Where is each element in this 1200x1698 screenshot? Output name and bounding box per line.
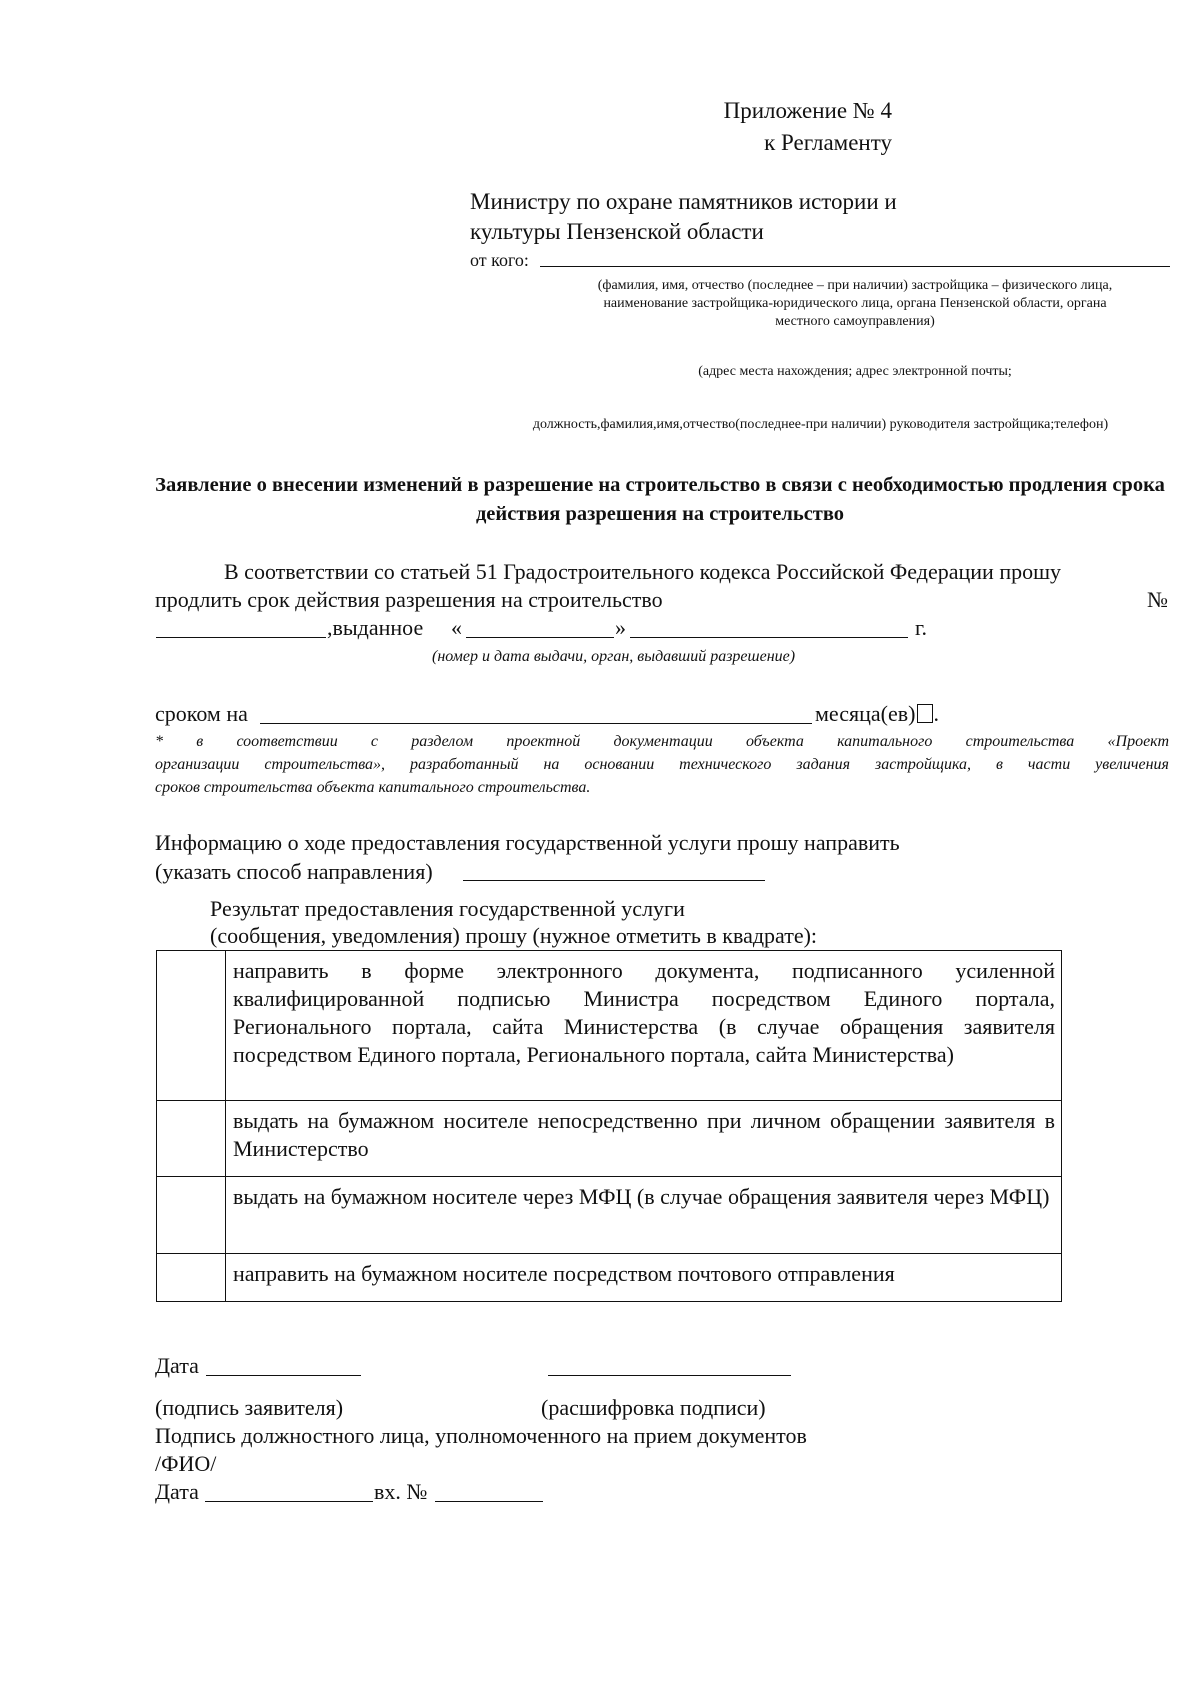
result-option-row [157, 1254, 1062, 1302]
option-checkbox-in-person[interactable] [157, 1101, 226, 1177]
incoming-number-label: вх. № [374, 1479, 428, 1504]
information-line-1: Информацию о ходе предоставления государственной услуги прошу направить [155, 830, 900, 855]
option-text-post: направить на бумажном носителе посредством почтового отправления [226, 1254, 1062, 1302]
result-option-row [157, 951, 1062, 1101]
result-line-2: (сообщения, уведомления) прошу (нужное отметить в квадрате): [210, 923, 818, 948]
option-text-mfc: выдать на бумажном носителе через МФЦ (в случае обращения заявителя через МФЦ) [226, 1177, 1062, 1254]
addressee-line-2: культуры Пензенской области [470, 219, 764, 244]
permit-number-line[interactable] [156, 637, 326, 638]
request-line-1: В соответствии со статьей 51 Градостроительного кодекса Российской Федерации прошу [224, 559, 1062, 584]
document-title: Заявление о внесении изменений в разрешение на строительство в связи с необходимостью продления срока действия разрешения на строительство [155, 474, 1165, 525]
date-label-2: Дата [155, 1479, 199, 1504]
address-hint: (адрес места нахождения; адрес электронной почты; [698, 364, 1012, 379]
option-text-in-person: выдать на бумажном носителе непосредственно при личном обращении заявителя в Министерство [226, 1101, 1062, 1177]
footnote-line-1: * в соответствии с разделом проектной документации объекта капитального строительства «Проект [155, 733, 1169, 750]
fio-label: /ФИО/ [155, 1451, 217, 1476]
quote-open: « [451, 615, 462, 640]
information-line-2: (указать способ направления) [155, 859, 433, 884]
official-signature-line: Подпись должностного лица, уполномоченного на прием документов [155, 1423, 807, 1448]
option-checkbox-mfc[interactable] [157, 1177, 226, 1254]
result-option-row [157, 1177, 1062, 1254]
applicant-signature-caption: (подпись заявителя) [155, 1395, 344, 1420]
applicant-hint-3: местного самоуправления) [775, 314, 935, 329]
result-option-row [157, 1101, 1062, 1177]
number-sign: № [1147, 587, 1168, 612]
appendix-reference: к Регламенту [764, 130, 892, 155]
result-line-1: Результат предоставления государственной услуги [210, 896, 685, 921]
head-hint: должность,фамилия,имя,отчество(последнее-при наличии) руководителя застройщика;телефон) [532, 417, 1109, 432]
term-months-line[interactable] [260, 723, 812, 724]
request-line-2: продлить срок действия разрешения на строительство [155, 587, 663, 612]
permit-day-line[interactable] [466, 637, 614, 638]
permit-month-line[interactable] [630, 637, 908, 638]
appendix-number: Приложение № 4 [723, 98, 892, 123]
footnote-marker-box [917, 704, 933, 723]
from-label: от кого: [470, 250, 529, 270]
issued-label: ,выданное [327, 615, 424, 640]
footnote-line-2: организации строительства», разработанный на основании технического задания застройщика, в части увеличения [155, 756, 1169, 773]
months-label [815, 700, 939, 728]
term-label: сроком на [155, 701, 248, 726]
date-line[interactable] [206, 1375, 361, 1376]
addressee-line-1: Министру по охране памятников истории и [470, 189, 897, 214]
applicant-hint-1: (фамилия, имя, отчество (последнее – при наличии) застройщика – физического лица, [597, 278, 1113, 293]
date-label: Дата [155, 1353, 199, 1378]
option-text-electronic: направить в форме электронного документа, подписанного усиленной квалифицированной подписью Министра посредством Единого портала, Регионального портала, сайта Министерства (в случае обращения заявителя посредством Единого портала, Регионального портала, сайта Министерства) [226, 951, 1062, 1101]
incoming-number-line[interactable] [435, 1501, 543, 1502]
signature-line[interactable] [548, 1375, 791, 1376]
footnote-line-3: сроков строительства объекта капитального строительства. [155, 779, 591, 796]
applicant-hint-2: наименование застройщика-юридического лица, органа Пензенской области, органа [603, 296, 1107, 311]
from-input-line[interactable] [540, 266, 1170, 267]
option-checkbox-electronic[interactable] [157, 951, 226, 1101]
result-options-table [156, 950, 1062, 1302]
months-label-suffix: . [933, 701, 939, 726]
signature-transcript-caption: (расшифровка подписи) [541, 1395, 766, 1420]
permit-caption: (номер и дата выдачи, орган, выдавший разрешение) [432, 648, 796, 665]
months-label-text: месяца(ев) [815, 701, 916, 726]
quote-close: » [615, 615, 626, 640]
date-line-2[interactable] [205, 1501, 373, 1502]
information-method-line[interactable] [463, 880, 765, 881]
year-suffix: г. [915, 615, 928, 640]
option-checkbox-post[interactable] [157, 1254, 226, 1302]
